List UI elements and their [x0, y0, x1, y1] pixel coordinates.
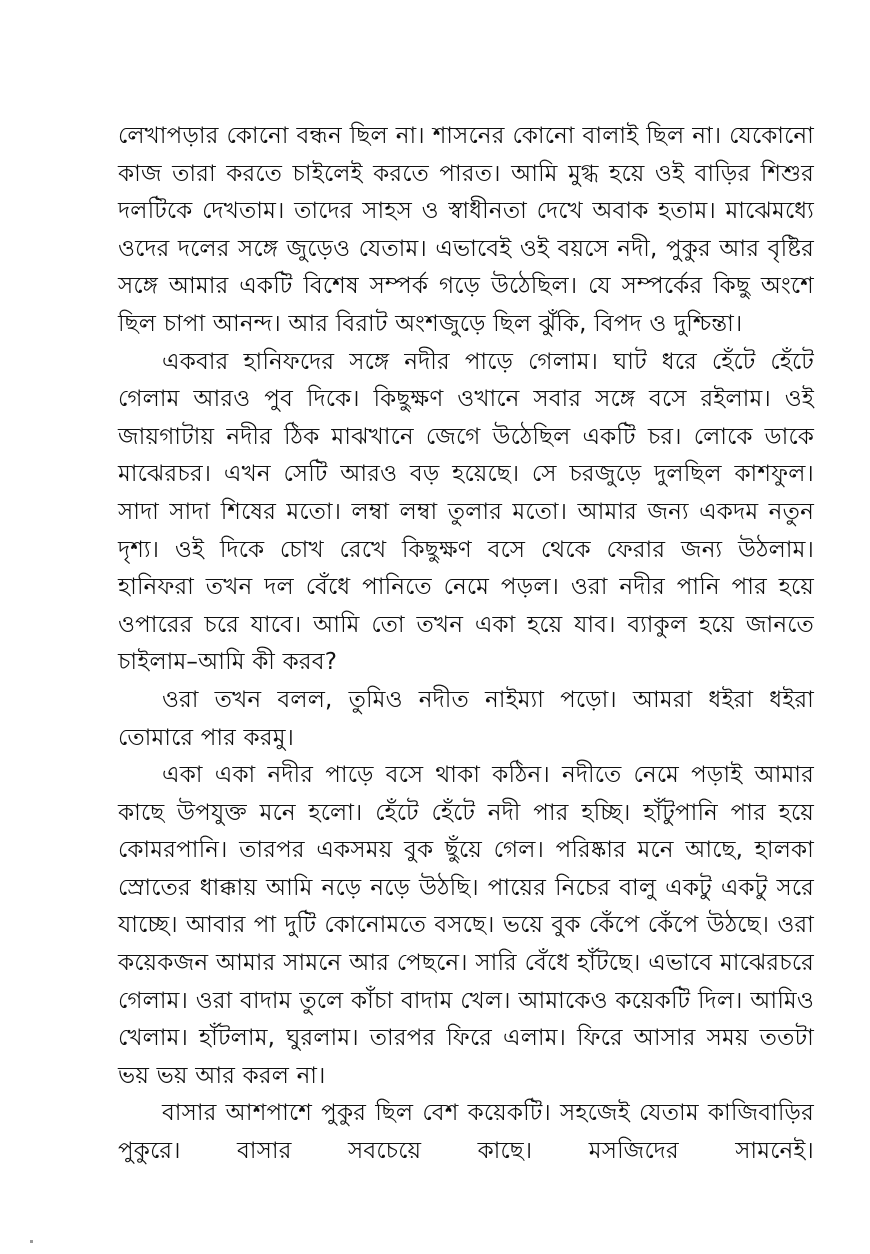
paragraph-3: ওরা তখন বলল, তুমিও নদীত নাইম্যা পড়ো। আমরা ধইরা ধইরা তোমারে পার করমু।: [118, 686, 814, 751]
paragraph-2: একবার হানিফদের সঙ্গে নদীর পাড়ে গেলাম। ঘাট ধরে হেঁটে হেঁটে গেলাম আরও পুব দিকে। কিছুক্ষণ ওখানে সবার সঙ্গে বসে রইলাম। ওই জায়গাটায় নদীর ঠিক মাঝখানে জেগে উঠেছিল একটি চর। লোকে ডাকে মাঝেরচর। এখন সেটি আরও বড় হয়েছে। সে চরজুড়ে দুলছিল কাশফুল। সাদা সাদা শিষের মতো। লম্বা লম্বা তুলার মতো। আমার জন্য একদম নতুন দৃশ্য। ওই দিকে চোখ রেখে কিছুক্ষণ বসে থেকে ফেরার জন্য উঠলাম। হানিফরা তখন দল বেঁধে পানিতে নেমে পড়ল। ওরা নদীর পানি পার হয়ে ওপারের চরে যাবে। আমি তো তখন একা হয়ে যাব। ব্যাকুল হয়ে জানতে চাইলাম–আমি কী করব?: [118, 348, 814, 676]
paragraph-5: বাসার আশপাশে পুকুর ছিল বেশ কয়েকটি। সহজেই যেতাম কাজিবাড়ির পুকুরে। বাসার সবচেয়ে কাছে। মসজিদের সামনেই।: [118, 1100, 814, 1165]
paragraph-4: একা একা নদীর পাড়ে বসে থাকা কঠিন। নদীতে নেমে পড়াই আমার কাছে উপযুক্ত মনে হলো। হেঁটে হেঁটে নদী পার হচ্ছি। হাঁটুপানি পার হয়ে কোমরপানি। তারপর একসময় বুক ছুঁয়ে গেল। পরিষ্কার মনে আছে, হালকা স্রোতের ধাক্কায় আমি নড়ে নড়ে উঠছি। পায়ের নিচের বালু একটু একটু সরে যাচ্ছে। আবার পা দুটি কোনোমতে বসছে। ভয়ে বুক কেঁপে কেঁপে উঠছে। ওরা কয়েকজন আমার সামনে আর পেছনে। সারি বেঁধে হাঁটছে। এভাবে মাঝেরচরে গেলাম। ওরা বাদাম তুলে কাঁচা বাদাম খেল। আমাকেও কয়েকটি দিল। আমিও খেলাম। হাঁটলাম, ঘুরলাম। তারপর ফিরে এলাম। ফিরে আসার সময় ততটা ভয় ভয় আর করল না।: [118, 762, 814, 1089]
body-text: [118, 118, 814, 1171]
paragraph-1: লেখাপড়ার কোনো বন্ধন ছিল না। শাসনের কোনো বালাই ছিল না। যেকোনো কাজ তারা করতে চাইলেই করতে পারত। আমি মুগ্ধ হয়ে ওই বাড়ির শিশুর দলটিকে দেখতাম। তাদের সাহস ও স্বাধীনতা দেখে অবাক হতাম। মাঝেমধ্যে ওদের দলের সঙ্গে জুড়েও যেতাম। এভাবেই ওই বয়সে নদী, পুকুর আর বৃষ্টির সঙ্গে আমার একটি বিশেষ সম্পর্ক গড়ে উঠেছিল। যে সম্পর্কের কিছু অংশে ছিল চাপা আনন্দ। আর বিরাট অংশজুড়ে ছিল ঝুঁকি, বিপদ ও দুশ্চিন্তা।: [118, 123, 814, 337]
scan-speck: [30, 1240, 33, 1243]
